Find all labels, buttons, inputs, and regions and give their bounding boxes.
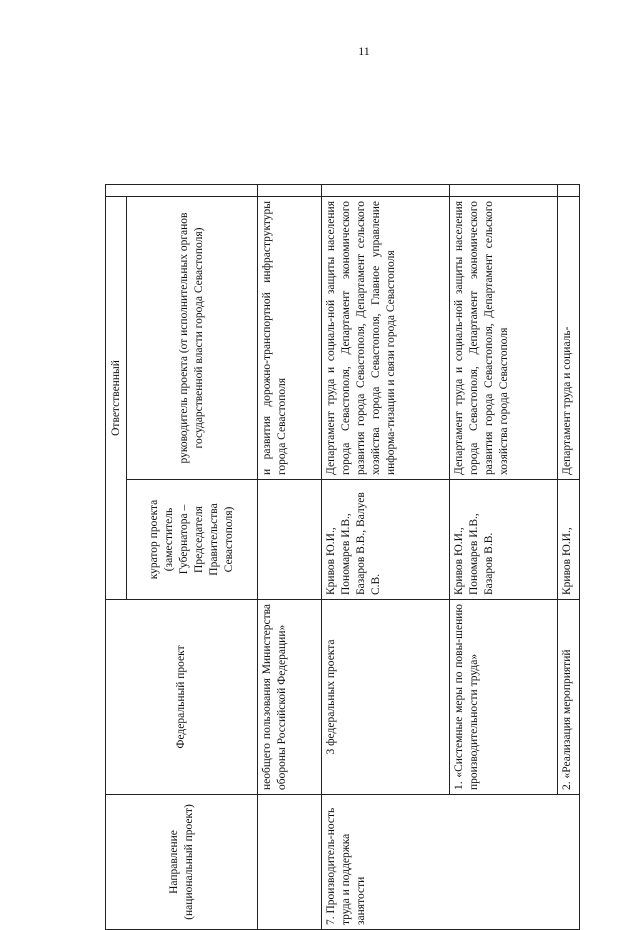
header-responsible: Ответственный (106, 197, 127, 600)
table-row (258, 185, 322, 930)
cell-direction (258, 795, 322, 930)
cell-leader: Департамент труда и социаль-ной защиты населения города Севастополя, Департамент экономического развития города Севастополя, Департамент сельского хозяйства города Севастополя (450, 197, 558, 480)
page-number: 11 (358, 44, 370, 58)
cell-extra (322, 185, 450, 197)
cell-leader: и развития дорожно-транспортной инфраструктуры города Севастополя (258, 197, 322, 480)
table-row (322, 185, 450, 930)
cell-federal-project: 2. «Реализация мероприятий (558, 600, 580, 795)
header-row (106, 185, 127, 930)
cell-curator: Кривов Ю.И., Пономарев И.В., Базаров В.В., Валуев С.В. (322, 480, 450, 600)
header-extra-empty (106, 185, 258, 197)
rotated-table-container (105, 185, 580, 930)
header-direction: Направление (национальный проект) (106, 795, 258, 930)
cell-federal-project: 3 федеральных проекта (322, 600, 450, 795)
cell-extra (258, 185, 322, 197)
cell-curator (258, 480, 322, 600)
cell-federal-project: 1. «Системные меры по повы-шению производительности труда» (450, 600, 558, 795)
cell-curator: Кривов Ю.И., Пономарев И.В., Базаров В.В. (450, 480, 558, 600)
cell-leader: Департамент труда и социаль-ной защиты населения города Севастополя, Департамент экономического развития города Севастополя, Департамент сельского хозяйства города Севастополя, Главное управление информа-тизации и связи города Севастополя (322, 197, 450, 480)
cell-federal-project: необщего пользования Министерства обороны Российской Федерации» (258, 600, 322, 795)
header-curator: куратор проекта (заместитель Губернатора – Председателя Правительства Севастополя) (127, 480, 258, 600)
cell-extra (450, 185, 558, 197)
header-leader: руководитель проекта (от исполнительных органов государственной власти города Севастополя) (127, 197, 258, 480)
cell-direction: 7. Производитель-ность труда и поддержка занятости (322, 795, 580, 930)
cell-extra (558, 185, 580, 197)
header-federal-project: Федеральный проект (106, 600, 258, 795)
cell-leader: Департамент труда и социаль- (558, 197, 580, 480)
projects-table (105, 184, 580, 930)
cell-curator: Кривов Ю.И., (558, 480, 580, 600)
